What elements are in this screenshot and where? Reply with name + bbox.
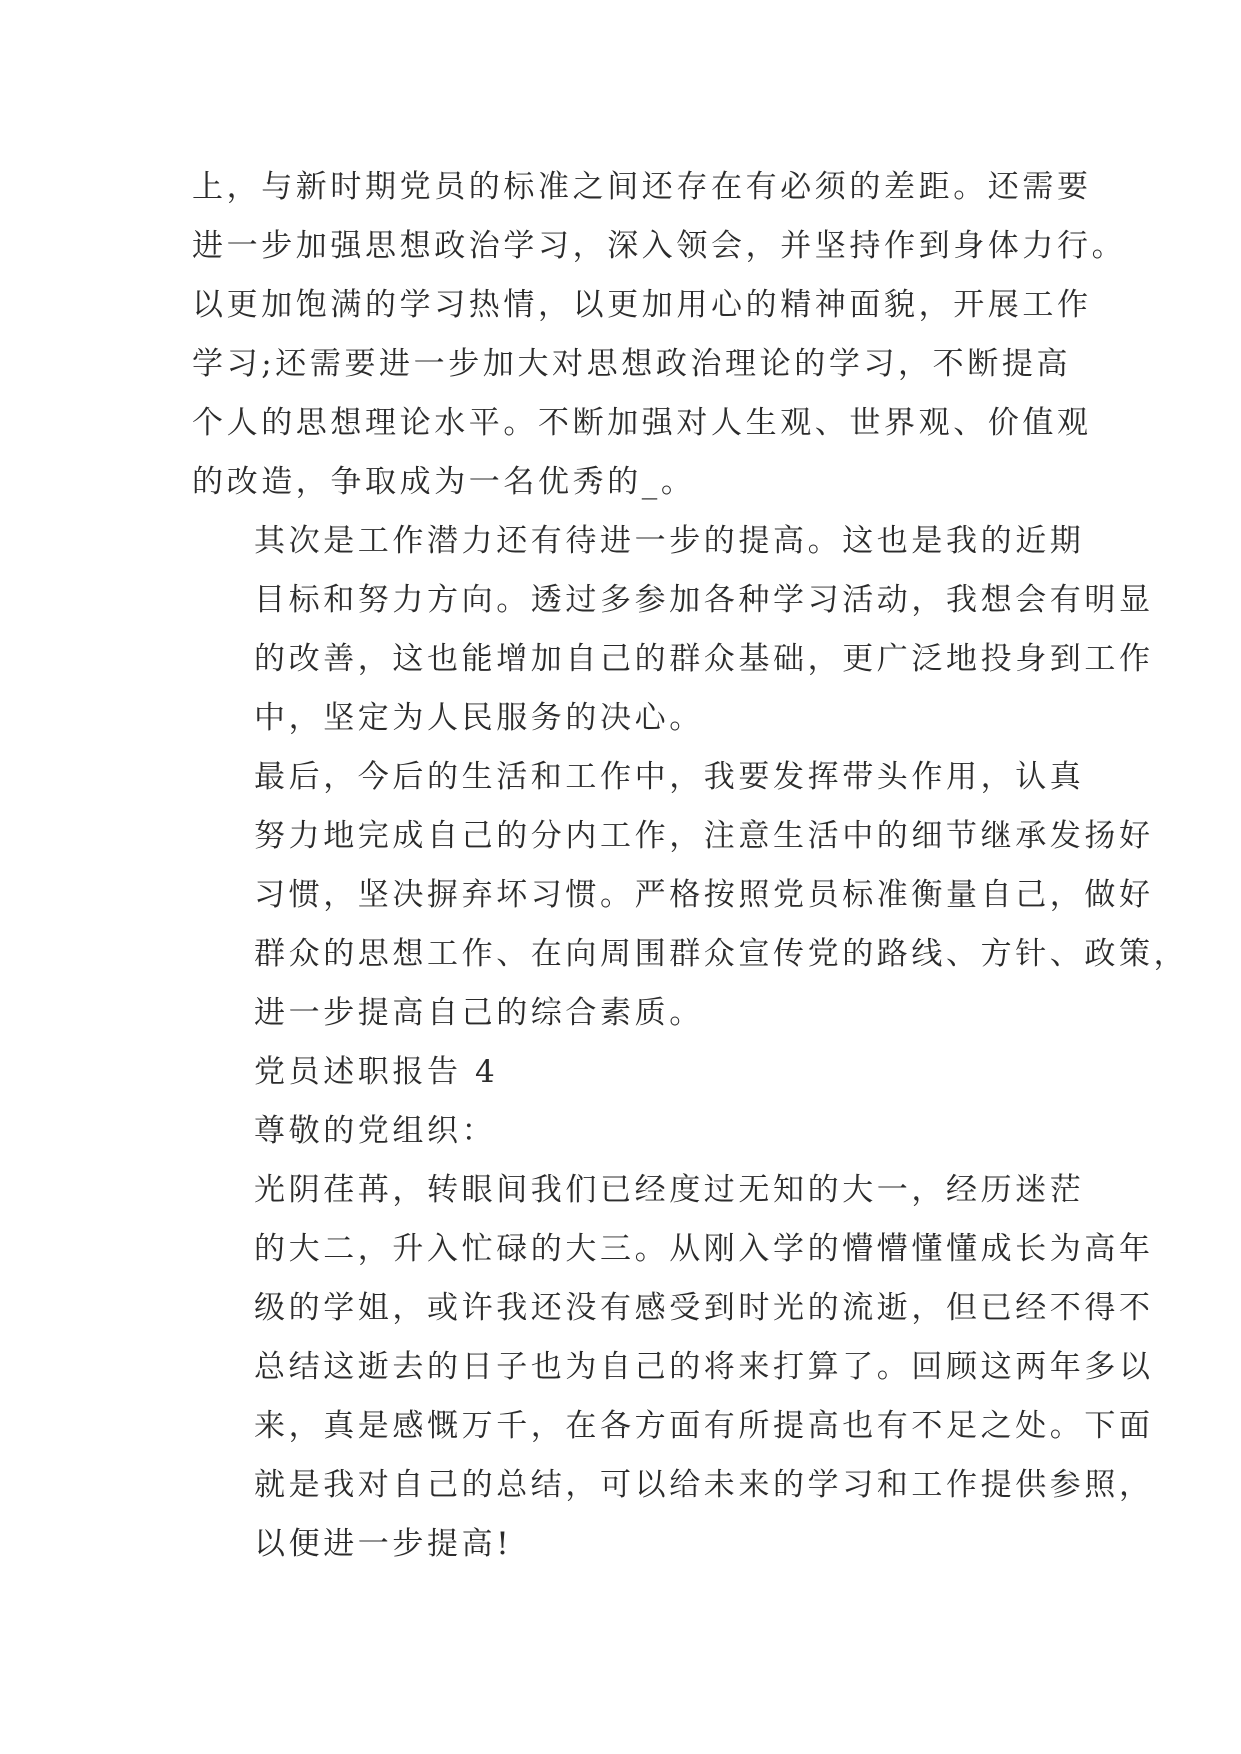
text-line: 的改造，争取成为一名优秀的_。: [192, 464, 696, 500]
paragraph: [192, 748, 1189, 1043]
text-line: 党员述职报告 4: [254, 1054, 499, 1090]
text-line: 上，与新时期党员的标准之间还存在有必须的差距。还需要: [192, 169, 1092, 205]
paragraph: [192, 158, 1127, 512]
text-line: 级的学姐，或许我还没有感受到时光的流逝，但已经不得不: [254, 1290, 1154, 1326]
text-line: 中，坚定为人民服务的决心。: [254, 700, 704, 736]
document-body: [192, 158, 1189, 1574]
text-line: 的大二，升入忙碌的大三。从刚入学的懵懵懂懂成长为高年: [254, 1231, 1154, 1267]
text-line: 进一步加强思想政治学习，深入领会，并坚持作到身体力行。: [192, 228, 1127, 264]
text-line: 最后，今后的生活和工作中，我要发挥带头作用，认真: [254, 759, 1085, 795]
text-line: 的改善，这也能增加自己的群众基础，更广泛地投身到工作: [254, 641, 1154, 677]
text-line: 来，真是感慨万千，在各方面有所提高也有不足之处。下面: [254, 1408, 1154, 1444]
text-line: 个人的思想理论水平。不断加强对人生观、世界观、价值观: [192, 405, 1092, 441]
text-line: 目标和努力方向。透过多参加各种学习活动，我想会有明显: [254, 582, 1154, 618]
text-line: 以更加饱满的学习热情，以更加用心的精神面貌，开展工作: [192, 287, 1092, 323]
text-line: 光阴荏苒，转眼间我们已经度过无知的大一，经历迷茫: [254, 1172, 1085, 1208]
text-line: 努力地完成自己的分内工作，注意生活中的细节继承发扬好: [254, 818, 1154, 854]
text-line: 尊敬的党组织：: [254, 1113, 497, 1149]
text-line: 学习;还需要进一步加大对思想政治理论的学习，不断提高: [192, 346, 1072, 382]
paragraph: [192, 512, 1154, 748]
text-line: 总结这逝去的日子也为自己的将来打算了。回顾这两年多以: [254, 1349, 1154, 1385]
paragraph: [192, 1043, 1062, 1102]
text-line: 就是我对自己的总结，可以给未来的学习和工作提供参照，: [254, 1467, 1154, 1503]
text-line: 以便进一步提高!: [254, 1526, 513, 1562]
text-line: 其次是工作潜力还有待进一步的提高。这也是我的近期: [254, 523, 1085, 559]
text-line: 群众的思想工作、在向周围群众宣传党的路线、方针、政策，: [254, 936, 1189, 972]
paragraph: [192, 1161, 1154, 1574]
text-line: 习惯，坚决摒弃坏习惯。严格按照党员标准衡量自己，做好: [254, 877, 1154, 913]
text-line: 进一步提高自己的综合素质。: [254, 995, 704, 1031]
paragraph: [192, 1102, 1062, 1161]
